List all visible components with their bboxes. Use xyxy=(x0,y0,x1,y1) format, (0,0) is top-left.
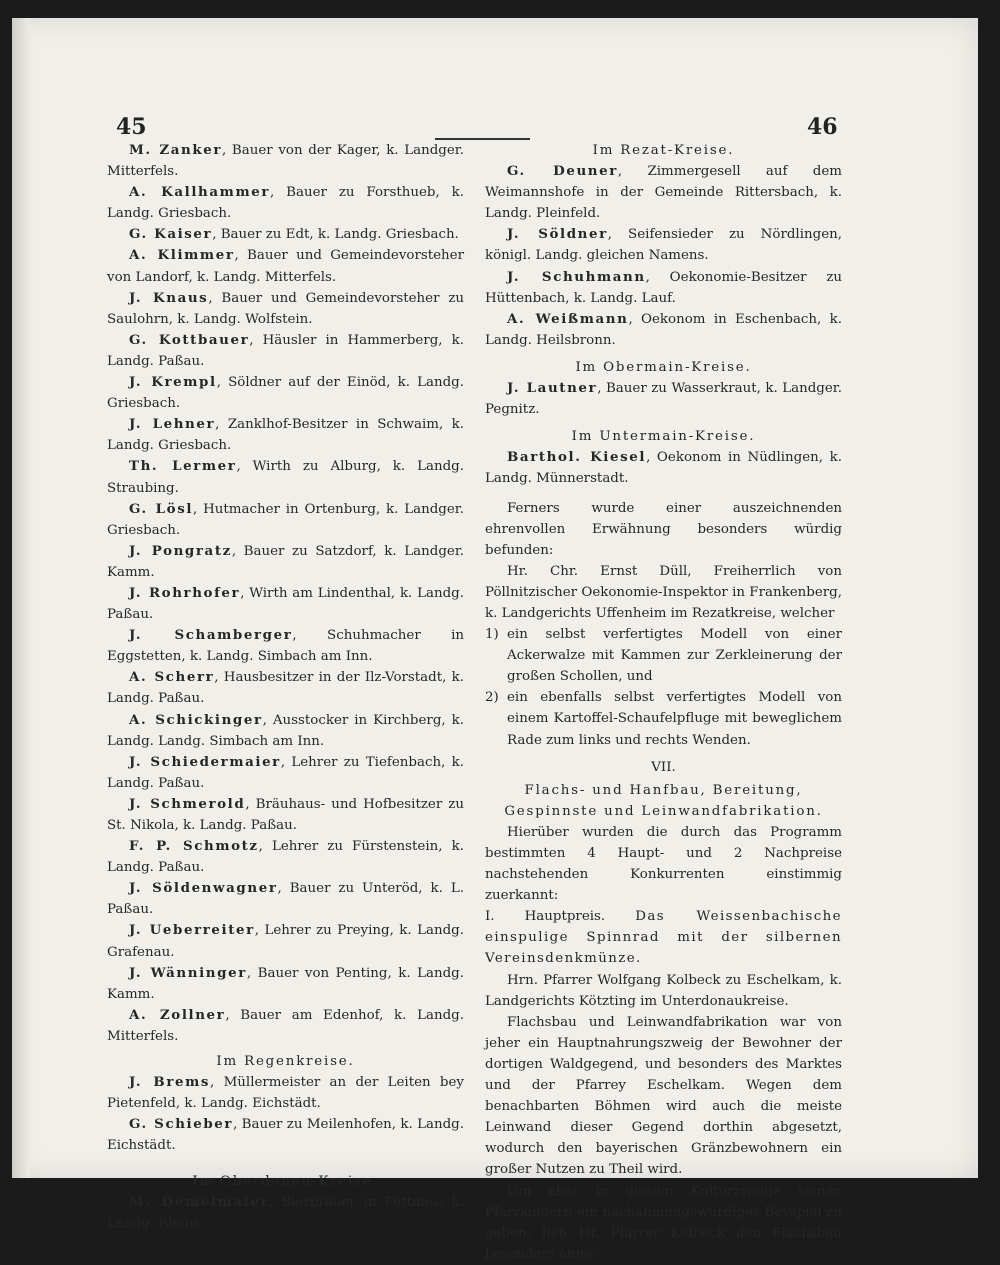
list-entry xyxy=(107,182,464,224)
entry-name: G. Deuner xyxy=(507,163,618,180)
entry-name: J. Schmerold xyxy=(129,795,246,812)
regen-entry-list xyxy=(107,1072,464,1156)
entry-text: , Bauer zu Forsthueb, k. Landg. Griesbach. xyxy=(107,185,464,222)
entry-text: , Bauer von Penting, k. Landg. Kamm. xyxy=(107,965,464,1002)
item-marker: 1) xyxy=(485,627,499,643)
entry-text: , Lehrer zu Preying, k. Landg. Grafenau. xyxy=(107,923,464,960)
entry-name: G. Kaiser xyxy=(129,226,213,243)
entry-text: , Häusler in Hammerberg, k. Landg. Paßau. xyxy=(107,332,464,369)
numbered-list xyxy=(485,624,842,751)
entry-name: M. Demelmaier xyxy=(129,1193,270,1210)
numbered-item xyxy=(485,624,842,687)
section-title: Flachs- und Hanfbau, Bereitung, Gespinnste und Leinwandfabrikation. xyxy=(504,782,823,819)
list-entry xyxy=(107,710,464,752)
heading-obermain: Im Obermain-Kreise. xyxy=(575,359,752,375)
entry-text: , Hausbesitzer in der Ilz-Vorstadt, k. Landg. Paßau. xyxy=(107,670,464,707)
list-entry xyxy=(107,667,464,709)
entry-text: , Seifensieder zu Nördlingen, königl. Landg. gleichen Namens. xyxy=(485,227,842,264)
entry-name: Th. Lermer xyxy=(129,458,237,475)
entry-name: G. Lösl xyxy=(129,500,194,517)
entry-text: , Oekonom in Nüdlingen, k. Landg. Münnerstadt. xyxy=(485,450,842,487)
heading-rezat: Im Rezat-Kreise. xyxy=(592,143,735,158)
paragraph-kolbeck: Hrn. Pfarrer Wolfgang Kolbeck zu Eschelkam, k. Landgerichts Kötzting im Unterdonaukreise. xyxy=(485,972,842,1009)
list-entry xyxy=(107,1072,464,1114)
list-entry xyxy=(107,583,464,625)
list-entry xyxy=(107,1192,464,1234)
entry-text: , Oekonomie-Besitzer zu Hüttenbach, k. Landg. Lauf. xyxy=(485,269,842,306)
paragraph-um-aber: Um aber in diesem Kulturzweige seinen Pfarrkindern ein nachahmungswürdiges Beyspiel zu geben, ließ Hr. Pfarrer Kolbeck den Flachsbau besonders ange- xyxy=(485,1183,842,1262)
entry-text: , Bräuhaus- und Hofbesitzer zu St. Nikola, k. Landg. Paßau. xyxy=(107,796,464,833)
entry-text: , Bierbräuer in Pöttmes, k. Landg. Rhain. xyxy=(107,1194,464,1231)
entry-text: , Wirth zu Alburg, k. Landg. Straubing. xyxy=(107,459,464,496)
list-entry xyxy=(107,625,464,667)
list-entry xyxy=(107,836,464,878)
list-entry xyxy=(107,414,464,456)
entry-text: , Oekonom in Eschenbach, k. Landg. Heilsbronn. xyxy=(485,311,843,348)
right-column xyxy=(485,140,842,1265)
list-entry xyxy=(107,499,464,541)
entry-text: , Lehrer zu Tiefenbach, k. Landg. Paßau. xyxy=(107,754,464,791)
entry-name: J. Schamberger xyxy=(129,627,293,644)
item-text: ein selbst verfertigtes Modell von einer Ackerwalze mit Kammen zur Zerkleinerung der großen Schollen, und xyxy=(507,627,842,685)
paragraph-flachsbau: Flachsbau und Leinwandfabrikation war von jeher ein Hauptnahrungszweig der Bewohner der dortigen Waldgegend, und besonders des Marktes und der Pfarrey Eschelkam. Wegen dem benachbarten Böhmen wird auch die meiste Leinwand dieser Gegend dorthin abgesetzt, wodurch den bayerischen Gränzbewohnern ein großer Nutzen zu Theil wird. xyxy=(485,1014,842,1178)
entry-text: , Bauer zu Meilenhofen, k. Landg. Eichstädt. xyxy=(107,1117,464,1154)
entry-name: J. Rohrhofer xyxy=(129,584,241,601)
entry-name: A. Schickinger xyxy=(129,711,263,728)
list-entry xyxy=(107,541,464,583)
entry-name: J. Knaus xyxy=(129,289,209,306)
item-text: ein ebenfalls selbst verfertigtes Modell von einem Kartoffel-Schaufelpfluge mit beweglichem Rade zum links und rechts Wenden. xyxy=(507,690,842,748)
entry-text: , Bauer von der Kager, k. Landger. Mitterfels. xyxy=(107,143,464,180)
entry-name: J. Wänninger xyxy=(129,964,247,981)
paragraph-hr-duell: Hr. Chr. Ernst Düll, Freiherrlich von Pöllnitzischer Oekonomie-Inspektor in Frankenberg, k. Landgerichts Uffenheim im Rezatkreise, welcher xyxy=(485,563,842,621)
entry-text: , Bauer zu Wasserkraut, k. Landger. Pegnitz. xyxy=(485,381,842,418)
entry-text: , Hutmacher in Ortenburg, k. Landger. Griesbach. xyxy=(107,501,464,538)
list-entry xyxy=(107,288,464,330)
numbered-item xyxy=(485,687,842,750)
list-entry xyxy=(107,920,464,962)
preis-label: I. Hauptpreis. xyxy=(485,909,606,925)
paragraph-hieruber: Hierüber wurden die durch das Programm bestimmten 4 Haupt- und 2 Nachpreise nachstehenden Konkurrenten einstimmig zuerkannt: xyxy=(485,824,842,904)
section-number: VII. xyxy=(651,759,676,775)
list-entry xyxy=(107,878,464,920)
list-entry xyxy=(107,963,464,1005)
list-entry xyxy=(107,330,464,372)
entry-name: A. Kallhammer xyxy=(129,184,270,201)
entry-text: , Lehrer zu Fürstenstein, k. Landg. Paßau. xyxy=(107,839,464,876)
entry-name: J. Pongratz xyxy=(129,542,232,559)
paragraph-ferners: Ferners wurde einer auszeichnenden ehrenvollen Erwähnung besonders würdig befunden: xyxy=(485,500,842,558)
entry-name: J. Krempl xyxy=(129,374,217,391)
list-entry xyxy=(107,372,464,414)
list-entry xyxy=(107,1005,464,1047)
entry-name: Barthol. Kiesel xyxy=(507,449,647,466)
entry-text: , Bauer zu Satzdorf, k. Landger. Kamm. xyxy=(107,543,464,580)
left-column xyxy=(107,140,464,1234)
entry-name: J. Lautner xyxy=(507,380,598,397)
entry-name: F. P. Schmotz xyxy=(129,838,259,855)
list-entry xyxy=(107,1114,464,1156)
entry-text: , Bauer und Gemeindevorsteher von Landorf, k. Landg. Mitterfels. xyxy=(107,248,465,285)
page-number-left: 45 xyxy=(116,114,147,140)
list-entry xyxy=(485,378,842,420)
entry-text: , Bauer am Edenhof, k. Landg. Mitterfels. xyxy=(107,1007,464,1044)
list-entry xyxy=(485,309,842,351)
entry-name: A. Zollner xyxy=(129,1006,226,1023)
page-number-right: 46 xyxy=(807,114,838,140)
list-entry xyxy=(485,447,842,489)
heading-untermain: Im Untermain-Kreise. xyxy=(571,429,756,445)
list-entry xyxy=(485,161,842,224)
entry-text: , Zanklhof-Besitzer in Schwaim, k. Landg. Griesbach. xyxy=(107,417,464,454)
entry-name: J. Schiedermaier xyxy=(129,753,281,770)
heading-regenkreise: Im Regenkreise. xyxy=(216,1054,355,1070)
entry-name: J. Söldner xyxy=(507,226,608,243)
untermain-entry-list xyxy=(485,447,842,489)
left-entry-list xyxy=(107,140,464,1047)
entry-text: , Bauer zu Unteröd, k. L. Paßau. xyxy=(107,881,464,918)
book-spine xyxy=(12,18,30,1178)
entry-name: J. Schuhmann xyxy=(507,268,646,285)
preis-text: Das Weissenbachische einspulige Spinnrad mit der silbernen Vereinsdenkmünze. xyxy=(485,909,843,967)
entry-text: , Schuhmacher in Eggstetten, k. Landg. Simbach am Inn. xyxy=(107,628,464,665)
list-entry xyxy=(107,140,464,182)
list-entry xyxy=(107,224,464,245)
entry-text: , Zimmergesell auf dem Weimannshofe in der Gemeinde Rittersbach, k. Landg. Pleinfeld. xyxy=(485,164,842,222)
list-entry xyxy=(107,245,464,287)
entry-name: J. Lehner xyxy=(129,416,216,433)
list-entry xyxy=(107,752,464,794)
entry-text: , Wirth am Lindenthal, k. Landg. Paßau. xyxy=(107,585,465,623)
entry-name: A. Weißmann xyxy=(507,310,629,327)
entry-name: A. Scherr xyxy=(129,669,215,686)
entry-text: , Müllermeister an der Leiten bey Pietenfeld, k. Landg. Eichstädt. xyxy=(107,1075,464,1112)
entry-name: J. Söldenwagner xyxy=(129,880,278,897)
entry-text: , Bauer und Gemeindevorsteher zu Saulohrn, k. Landg. Wolfstein. xyxy=(107,290,464,327)
entry-name: G. Schieber xyxy=(129,1116,234,1133)
list-entry xyxy=(107,456,464,498)
paragraph-hauptpreis xyxy=(485,906,842,969)
list-entry xyxy=(485,224,842,266)
entry-text: , Söldner auf der Einöd, k. Landg. Griesbach. xyxy=(107,375,465,412)
entry-text: , Bauer zu Edt, k. Landg. Griesbach. xyxy=(212,227,459,243)
list-entry xyxy=(107,794,464,836)
list-entry xyxy=(485,267,842,309)
entry-name: J. Brems xyxy=(129,1074,211,1091)
rezat-entry-list xyxy=(485,161,842,351)
obermain-entry-list xyxy=(485,378,842,420)
item-marker: 2) xyxy=(485,690,499,706)
heading-oberdonau: Im Oberdonau-Kreise. xyxy=(192,1173,379,1189)
oberdonau-entry-list xyxy=(107,1192,464,1234)
entry-name: J. Ueberreiter xyxy=(129,922,255,939)
entry-name: M. Zanker xyxy=(129,142,222,158)
entry-text: , Ausstocker in Kirchberg, k. Landg. Landg. Simbach am Inn. xyxy=(107,712,464,749)
entry-name: G. Kottbauer xyxy=(129,331,250,348)
entry-name: A. Klimmer xyxy=(129,247,235,264)
